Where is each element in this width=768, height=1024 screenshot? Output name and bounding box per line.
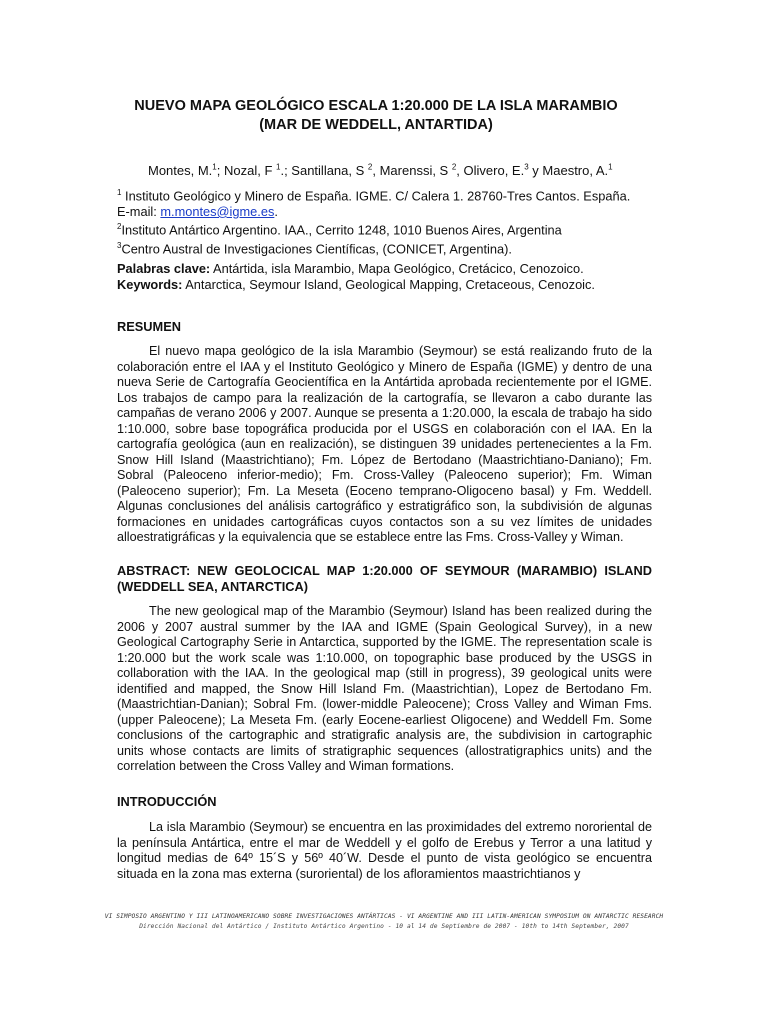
author: Marenssi, S $^2$, [379,163,464,179]
page-footer [100,912,668,932]
keywords-block [117,261,657,292]
abstract-paragraph: The new geological map of the Marambio (Seymour) Island has been realized during the 2006 y 2007 austral summer by the IAA and IGME (Spain Geological Survey), in a new Geological Cartography Serie in Antarctica, supported by the IGME. The representation scale is 1:20.000 but the work scale was 1:10.000, on topographic base produced by the USGS in collaboration with the IAA. In the geological map (still in progress), 39 geological units were identified and mapped, the Snow Hill Island Fm. (Maastrichtian), Lopez de Bertodano Fm. (Maastrichtian-Danian); Sobral Fm. (lower-middle Paleocene); Cross Valley and Wiman Fms. (upper Paleocene); La Meseta Fm. (early Eocene-earliest Oligocene) and Weddell Fm. Some conclusions of the cartographic and stratigrafic analysis are, the subdivision in cartographic units whose contacts are limits of stratigraphic sequences (allostratigraphics units) and the correlation between the Cross Valley and Wiman formations. [117,604,652,773]
author: Montes, M.$^1$; [148,163,224,179]
affiliations [117,185,657,257]
affiliation-3: $^3$Centro Austral de Investigaciones Científicas, (CONICET, Argentina). [117,241,512,257]
keywords-en: Keywords: Antarctica, Seymour Island, Geological Mapping, Cretaceous, Cenozoic. [117,276,595,292]
author-list [148,160,668,179]
resumen-heading: RESUMEN [117,319,181,334]
title-line-1: NUEVO MAPA GEOLÓGICO ESCALA 1:20.000 DE LA ISLA MARAMBIO [134,98,618,114]
author: Santillana, S $^2$, [291,163,380,179]
author: Olivero, E.$^3$ y [463,163,543,179]
resumen-paragraph: El nuevo mapa geológico de la isla Marambio (Seymour) se está realizando fruto de la colaboración entre el IAA y el Instituto Geológico y Minero de España (IGME) y dentro de una nueva Serie de Cartografía Geocientífica en la Antártida aprobada recientemente por el IGME. Los trabajos de campo para la realización de la cartografía, se llevaron a cabo durante las campañas de verano 2006 y 2007. Aunque se presenta a 1:20.000, la escala de trabajo ha sido 1:10.000, sobre base topográfica producida por el USGS en colaboración con el IAA. En la cartografía geológica (aun en realización), se distinguen 39 unidades pertenecientes a la Fm. Snow Hill Island (Maastrichtiano); Fm. López de Bertodano (Maastrichtiano-Daniano); Fm. Sobral (Paleoceno inferior-medio); Fm. Cross-Valley (Paleoceno superior); Fm. Wiman (Paleoceno superior); Fm. La Meseta (Eoceno temprano-Oligoceno basal) y Fm. Weddell. Algunas conclusiones del análisis cartográfico y estratigráfico son, la subdivisión de algunas formaciones en unidades cartográficas cuyos contactos son a su vez límites de unidades alloestratigráficas y la equivalencia que se establece entre las Fms. Cross-Valley y Wiman. [117,344,652,544]
email-line: E-mail: m.montes@igme.es. [117,203,278,219]
paper-title [96,97,656,135]
footer-line-1: VI SIMPOSIO ARGENTINO Y III LATINOAMERICANO SOBRE INVESTIGACIONES ANTÁRTICAS - VI ARGENTINE AND III LATIN-AMERICAN SYMPOSIUM ON ANTARCTIC RESEARCH [104,913,664,920]
author: Maestro, A.$^1$ [542,163,613,179]
introduccion-heading: INTRODUCCIÓN [117,794,217,809]
keywords-es: Palabras clave: Antártida, isla Marambio, Mapa Geológico, Cretácico, Cenozoico. [117,261,584,276]
author: Nozal, F $^1$.; [223,163,292,179]
affiliation-1: $^1$ Instituto Geológico y Minero de España. IGME. C/ Calera 1. 28760-Tres Cantos. España. [117,188,631,204]
title-line-2: (MAR DE WEDDELL, ANTARTIDA) [259,117,493,133]
abstract-heading: ABSTRACT: NEW GEOLOCICAL MAP 1:20.000 OF SEYMOUR (MARAMBIO) ISLAND (WEDDELL SEA, ANTARCTICA) [117,563,652,594]
affiliation-2: $^2$Instituto Antártico Argentino. IAA., Cerrito 1248, 1010 Buenos Aires, Argentina [117,222,562,238]
introduccion-paragraph: La isla Marambio (Seymour) se encuentra en las proximidades del extremo nororiental de la península Antártica, entre el mar de Weddell y el golfo de Erebus y Terror a una latitud y longitud medias de 64º 15´S y 56º 40´W. Desde el punto de vista geológico se encuentra situada en la zona mas externa (suroriental) de los afloramientos maastrichtianos y [117,820,652,881]
email-link[interactable]: m.montes@igme.es [160,203,275,219]
footer-line-2: Dirección Nacional del Antártico / Instituto Antártico Argentino - 10 al 14 de Septiembre de 2007 - 10th to 14th September, 2007 [139,923,629,930]
